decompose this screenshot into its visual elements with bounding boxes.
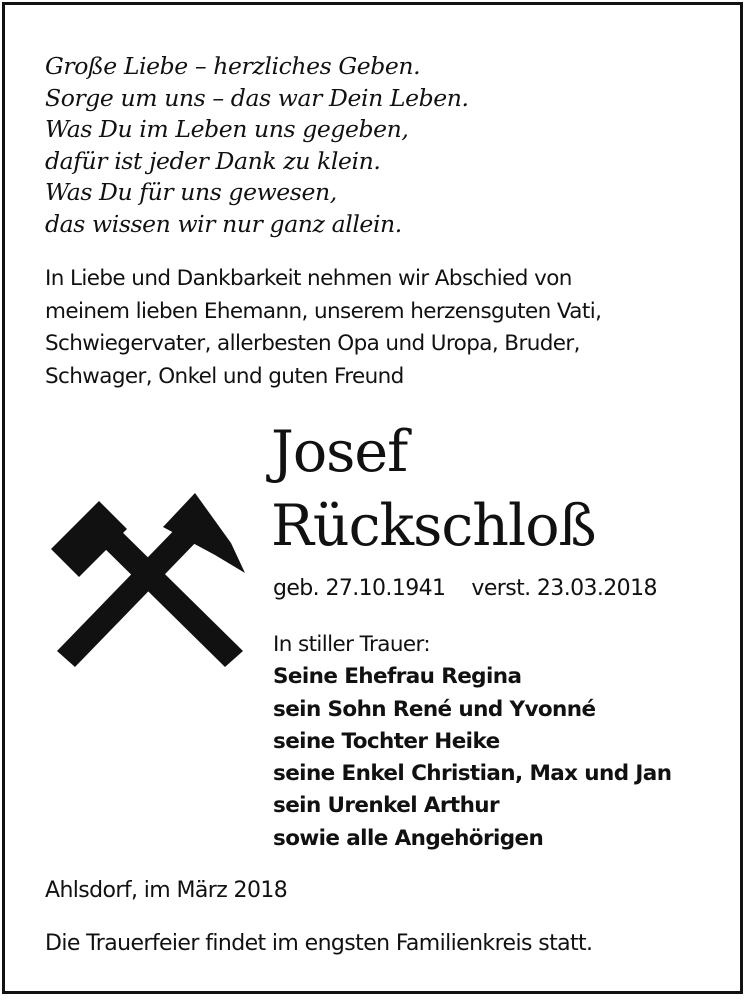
mourners-list xyxy=(273,629,671,855)
hammer-and-pick-icon xyxy=(45,483,245,668)
intro-line: In Liebe und Dankbarkeit nehmen wir Abschied von xyxy=(45,266,572,291)
mourners-heading: In stiller Trauer: xyxy=(273,632,431,657)
verse-line: Was Du für uns gewesen, xyxy=(45,178,337,206)
verse-line: Sorge um uns – das war Dein Leben. xyxy=(45,83,469,112)
farewell-intro xyxy=(45,263,601,393)
life-dates xyxy=(273,573,657,605)
intro-line: Schwiegervater, allerbesten Opa und Uropa, Bruder, xyxy=(45,331,580,356)
funeral-note: Die Trauerfeier findet im engsten Familienkreis statt. xyxy=(45,931,593,956)
first-name: Josef xyxy=(271,419,408,485)
deceased-name xyxy=(271,415,596,563)
mourner-entry: sein Sohn René und Yvonné xyxy=(273,696,596,722)
verse-line: Was Du im Leben uns gegeben, xyxy=(45,115,409,143)
mourner-entry: seine Tochter Heike xyxy=(273,728,500,754)
place-and-date: Ahlsdorf, im März 2018 xyxy=(45,878,288,903)
intro-line: meinem lieben Ehemann, unserem herzensguten Vati, xyxy=(45,298,602,324)
death-date: verst. 23.03.2018 xyxy=(471,576,657,601)
mourner-entry: Seine Ehefrau Regina xyxy=(273,664,522,690)
last-name: Rückschloß xyxy=(271,493,596,559)
verse-line: Große Liebe – herzliches Geben. xyxy=(45,52,421,80)
memorial-verse xyxy=(45,51,469,240)
notice-frame xyxy=(2,2,743,994)
verse-line: dafür ist jeder Dank zu klein. xyxy=(45,146,381,175)
mourner-entry: sein Urenkel Arthur xyxy=(273,793,499,819)
intro-line: Schwager, Onkel und guten Freund xyxy=(45,363,404,389)
birth-date: geb. 27.10.1941 xyxy=(273,576,446,601)
verse-line: das wissen wir nur ganz allein. xyxy=(45,209,402,238)
mourner-entry: seine Enkel Christian, Max und Jan xyxy=(273,761,672,787)
mourner-entry: sowie alle Angehörigen xyxy=(273,825,544,851)
